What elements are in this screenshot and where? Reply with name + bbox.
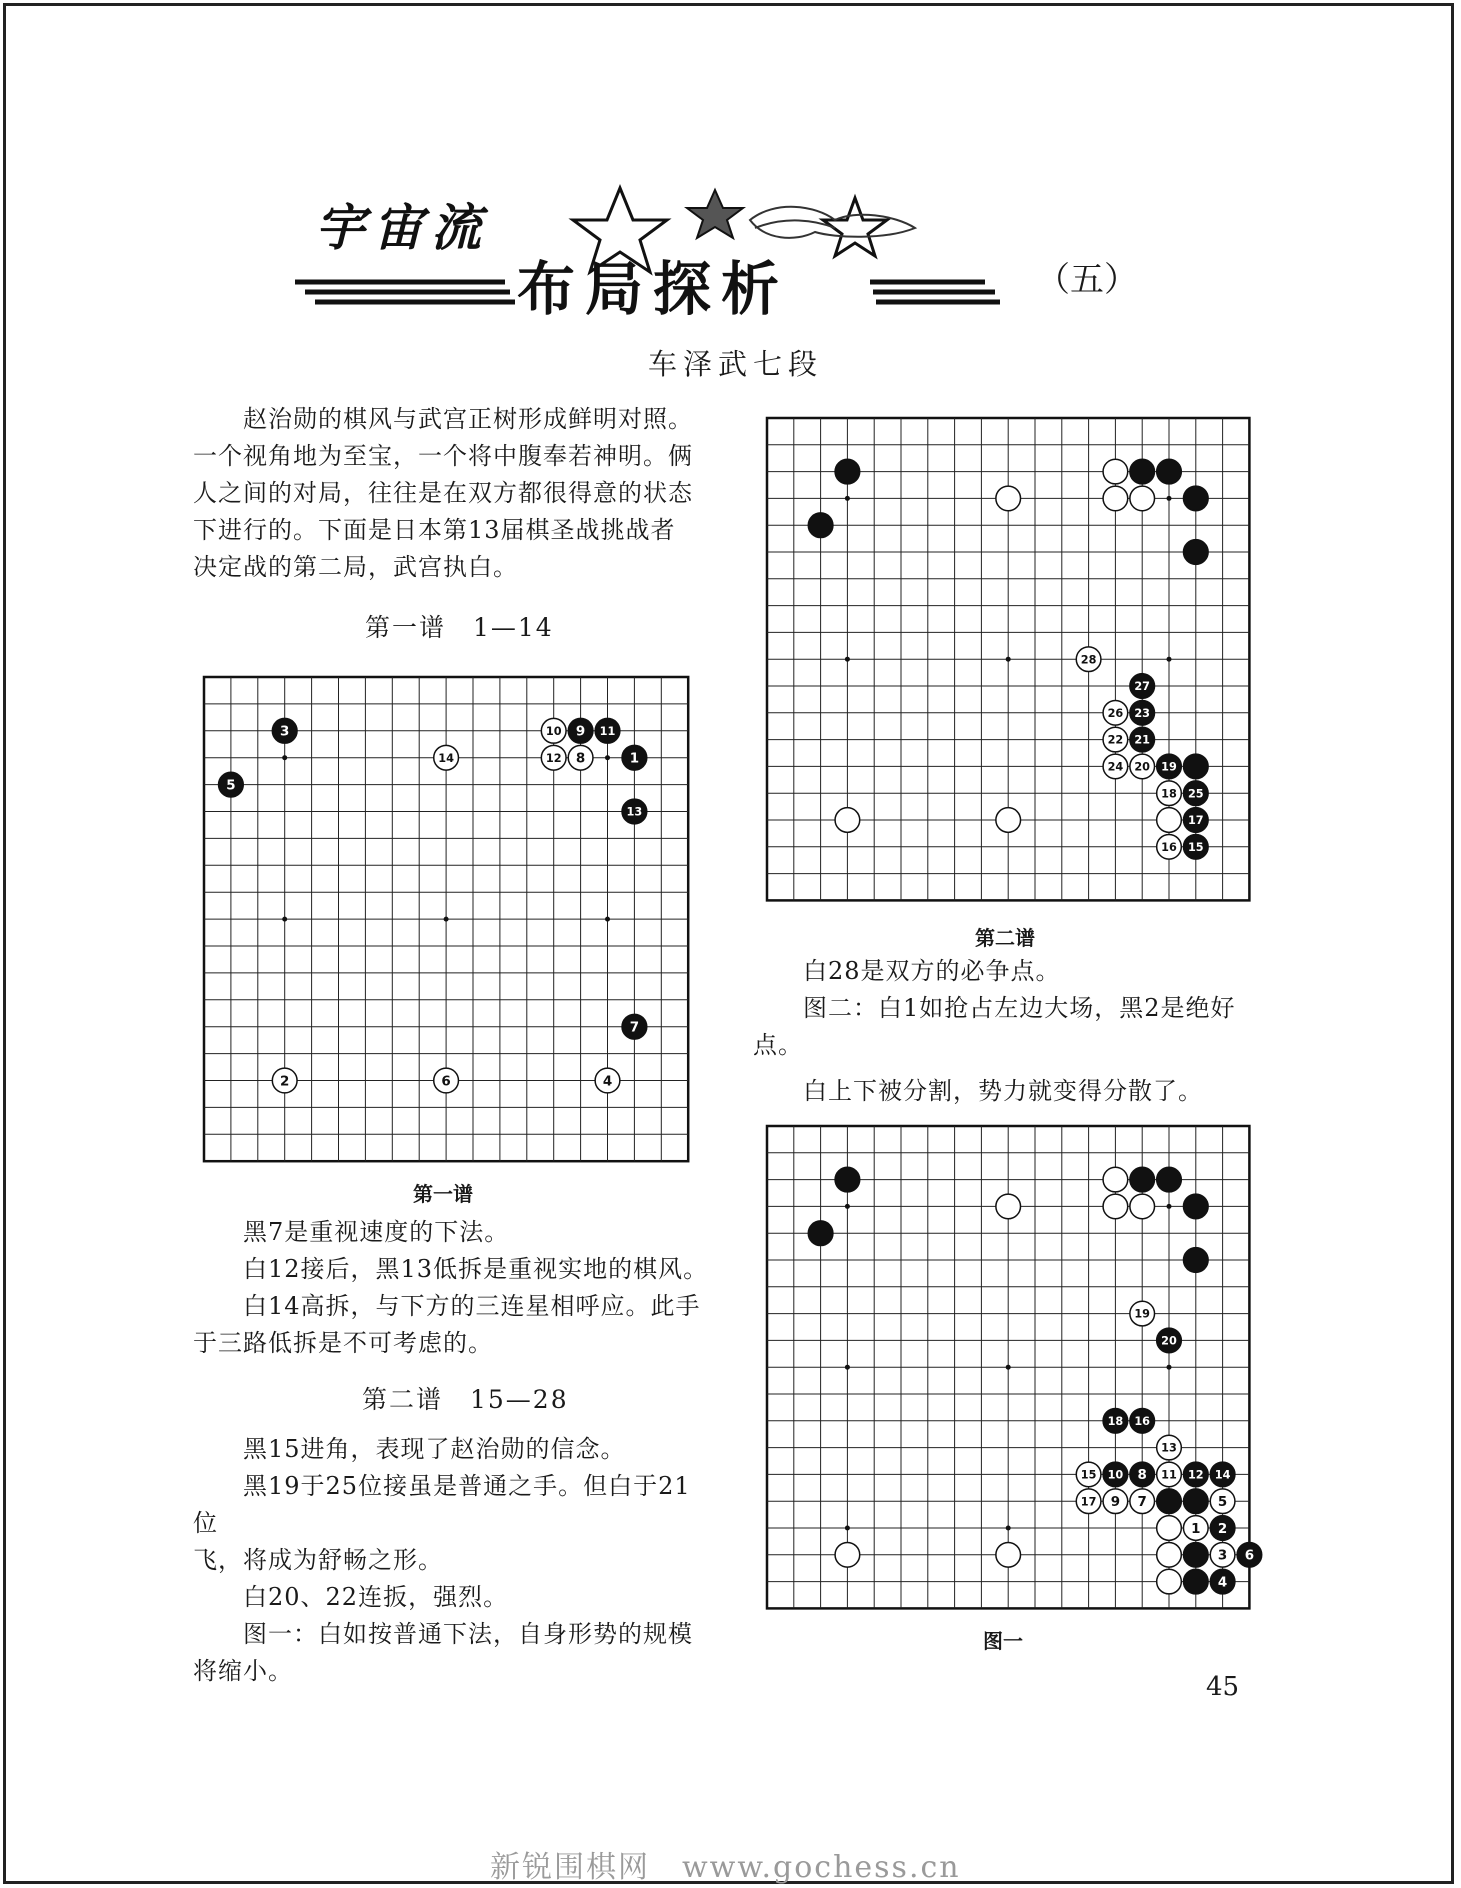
section-heading: 第一谱 1—14 — [365, 613, 554, 642]
move-number: 17 — [1080, 1495, 1097, 1509]
star-point — [1006, 1365, 1011, 1370]
notes-paragraph — [753, 953, 1273, 1110]
text-line: 决定战的第二局，武宫执白。 — [193, 553, 518, 581]
author-line: 车泽武七段 — [648, 347, 824, 381]
move-number: 5 — [226, 778, 236, 794]
white-stone — [996, 486, 1021, 511]
text-line: 下进行的。下面是日本第13届棋圣战挑战者 — [193, 516, 676, 544]
move-number: 26 — [1107, 706, 1124, 720]
black-stone — [1183, 1569, 1208, 1594]
white-stone — [1157, 808, 1182, 833]
move-number: 16 — [1161, 840, 1177, 854]
move-number: 16 — [1134, 1414, 1151, 1428]
move-number: 10 — [545, 724, 562, 738]
black-stone — [1130, 1167, 1155, 1192]
text-line: 点。 — [753, 1031, 803, 1059]
page-number: 45 — [1206, 1672, 1240, 1702]
star-point — [845, 1526, 850, 1531]
black-stone — [1183, 1542, 1208, 1567]
move-number: 3 — [1217, 1548, 1228, 1564]
star-point — [282, 755, 287, 760]
move-number: 4 — [1217, 1575, 1228, 1591]
star-point — [1006, 657, 1011, 662]
move-number: 12 — [1187, 1468, 1204, 1482]
move-number: 6 — [441, 1074, 451, 1090]
move-number: 11 — [599, 724, 616, 738]
star-point — [1167, 657, 1172, 662]
star-point — [1167, 1365, 1172, 1370]
star-point — [1167, 496, 1172, 501]
black-stone — [835, 1167, 860, 1192]
white-stone — [996, 1542, 1021, 1567]
move-number: 5 — [1217, 1495, 1228, 1511]
move-number: 10 — [1107, 1468, 1124, 1482]
star-point — [845, 1365, 850, 1370]
black-stone — [808, 513, 833, 538]
move-number: 12 — [545, 751, 562, 765]
move-number: 1 — [1191, 1521, 1201, 1537]
star-point — [845, 657, 850, 662]
move-number: 13 — [626, 805, 643, 819]
text-line: 白12接后，黑13低拆是重视实地的棋风。 — [243, 1255, 709, 1283]
star-point — [444, 917, 449, 922]
move-number: 15 — [1080, 1468, 1097, 1482]
white-stone — [835, 1542, 860, 1567]
black-stone — [1157, 459, 1182, 484]
white-stone — [1103, 459, 1128, 484]
black-stone — [1183, 1248, 1208, 1273]
black-stone — [1183, 754, 1208, 779]
move-number: 18 — [1161, 787, 1177, 801]
notes-paragraph — [193, 1214, 713, 1362]
move-number: 28 — [1080, 653, 1097, 667]
star-icon — [687, 190, 743, 238]
move-number: 19 — [1161, 760, 1177, 774]
move-number: 17 — [1187, 814, 1204, 828]
series-name: 宇宙流 — [315, 198, 489, 257]
black-stone — [1130, 459, 1155, 484]
black-stone — [1183, 1194, 1208, 1219]
figure-caption: 第二谱 — [975, 926, 1035, 950]
move-number: 23 — [1134, 706, 1151, 720]
white-stone — [996, 808, 1021, 833]
move-number: 11 — [1161, 1468, 1177, 1482]
move-number: 19 — [1134, 1307, 1151, 1321]
white-stone — [1130, 1194, 1155, 1219]
move-number: 25 — [1187, 787, 1204, 801]
figure-caption: 第一谱 — [413, 1182, 473, 1206]
move-number: 8 — [1137, 1468, 1147, 1484]
star-point — [1006, 1526, 1011, 1531]
text-line: 白上下被分割，势力就变得分散了。 — [803, 1077, 1203, 1105]
black-stone — [1157, 1489, 1182, 1514]
white-stone — [1130, 486, 1155, 511]
white-stone — [1103, 486, 1128, 511]
move-number: 2 — [280, 1074, 290, 1090]
move-number: 14 — [1214, 1468, 1231, 1482]
move-number: 7 — [629, 1020, 640, 1036]
article-title: 布局探析 — [517, 255, 790, 323]
black-stone — [1183, 1489, 1208, 1514]
white-stone — [1103, 1167, 1128, 1192]
text-line: 赵治勋的棋风与武宫正树形成鲜明对照。 — [243, 405, 693, 433]
intro-paragraph — [193, 401, 713, 586]
white-stone — [1157, 1569, 1182, 1594]
move-number: 9 — [1110, 1495, 1121, 1511]
move-number: 14 — [438, 751, 454, 765]
text-line: 将缩小。 — [193, 1657, 293, 1685]
star-point — [845, 496, 850, 501]
move-number: 18 — [1107, 1414, 1124, 1428]
move-number: 6 — [1244, 1548, 1255, 1564]
move-number: 20 — [1134, 760, 1151, 774]
move-number: 8 — [575, 751, 586, 767]
white-stone — [1157, 1542, 1182, 1567]
black-stone — [835, 459, 860, 484]
star-point — [1167, 1204, 1172, 1209]
go-board-figure-2 — [763, 414, 1253, 904]
white-stone — [835, 808, 860, 833]
text-line: 白20、22连扳，强烈。 — [243, 1583, 509, 1611]
white-stone — [996, 1194, 1021, 1219]
move-number: 13 — [1161, 1441, 1177, 1455]
black-stone — [1157, 1167, 1182, 1192]
text-line: 飞，将成为舒畅之形。 — [193, 1546, 443, 1574]
move-number: 7 — [1137, 1495, 1147, 1511]
move-number: 15 — [1187, 840, 1204, 854]
go-board-figure-3 — [763, 1122, 1253, 1607]
white-stone — [1103, 1194, 1128, 1219]
move-number: 22 — [1107, 733, 1124, 747]
text-line: 黑15进角，表现了赵治勋的信念。 — [243, 1435, 626, 1463]
title-banner — [295, 180, 1025, 323]
part-number: （五） — [1036, 260, 1138, 300]
text-line: 图二：白1如抢占左边大场，黑2是绝好 — [803, 994, 1236, 1022]
star-point — [605, 917, 610, 922]
text-line: 一个视角地为至宝，一个将中腹奉若神明。俩 — [193, 442, 693, 470]
black-stone — [808, 1221, 833, 1246]
notes-paragraph — [193, 1431, 713, 1690]
move-number: 9 — [575, 724, 586, 740]
text-line: 白28是双方的必争点。 — [803, 957, 1061, 985]
text-line: 人之间的对局，往往是在双方都很得意的状态 — [193, 479, 693, 507]
move-number: 24 — [1107, 760, 1124, 774]
figure-caption: 图一 — [983, 1629, 1023, 1653]
section-heading: 第二谱 15—28 — [362, 1385, 569, 1414]
move-number: 27 — [1134, 680, 1151, 694]
move-number: 3 — [280, 724, 290, 740]
black-stone — [1183, 540, 1208, 565]
move-number: 2 — [1217, 1521, 1228, 1537]
go-board-figure-1 — [200, 673, 700, 1173]
text-line: 图一：白如按普通下法，自身形势的规模 — [243, 1620, 693, 1648]
star-point — [845, 1204, 850, 1209]
white-stone — [1157, 1516, 1182, 1541]
text-line: 于三路低拆是不可考虑的。 — [193, 1329, 493, 1357]
site-watermark: 新锐围棋网 www.gochess.cn — [490, 1850, 961, 1885]
star-point — [605, 755, 610, 760]
move-number: 20 — [1161, 1334, 1177, 1348]
star-point — [282, 917, 287, 922]
move-number: 21 — [1134, 733, 1151, 747]
text-line: 白14高拆，与下方的三连星相呼应。此手 — [243, 1292, 701, 1320]
move-number: 1 — [629, 751, 640, 767]
black-stone — [1183, 486, 1208, 511]
move-number: 4 — [602, 1074, 613, 1090]
text-line: 黑19于25位接虽是普通之手。但白于21位 — [193, 1472, 691, 1537]
text-line: 黑7是重视速度的下法。 — [243, 1218, 510, 1246]
